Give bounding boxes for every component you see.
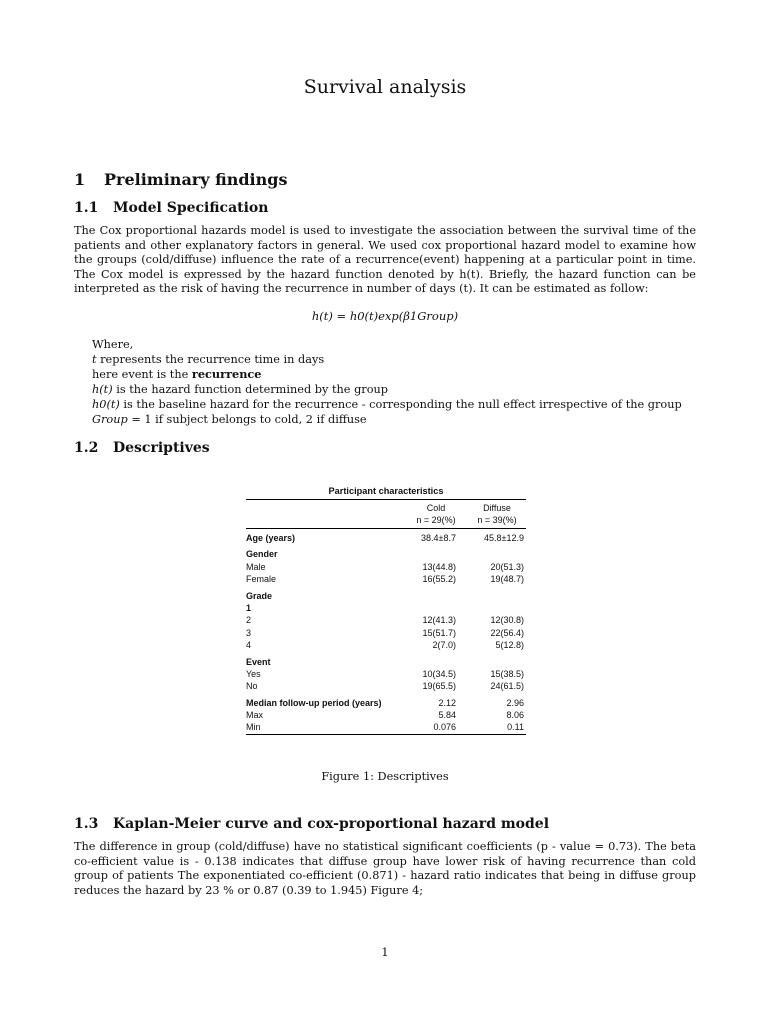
document-title: Survival analysis xyxy=(303,76,467,98)
table-row xyxy=(246,627,526,639)
where-line-h0t: h0(t) is the baseline hazard for the recurrence - corresponding the null effect irrespective of the group xyxy=(92,398,682,411)
column-header-diffuse: Diffuse n = 39(%) xyxy=(477,503,517,525)
table-cell-diffuse: 5(12.8) xyxy=(495,640,524,651)
table-header xyxy=(246,500,526,528)
where-line-group: Group = 1 if subject belongs to cold, 2 if diffuse xyxy=(92,413,367,426)
table-cell-cold: 5.84 xyxy=(438,710,456,721)
table-body xyxy=(246,529,526,734)
table-row xyxy=(246,668,526,680)
table-row xyxy=(246,548,526,560)
table-cell-diffuse: 0.11 xyxy=(507,722,524,733)
table-row xyxy=(246,573,526,585)
table-cell-cold: 15(51.7) xyxy=(422,627,456,638)
table-row xyxy=(246,709,526,721)
table-cell-diffuse: 24(61.5) xyxy=(490,681,524,692)
table-row xyxy=(246,656,526,668)
column-header-cold: Cold n = 29(%) xyxy=(416,503,456,525)
table-row-label: 3 xyxy=(246,627,252,638)
table-cell-cold: 19(65.5) xyxy=(422,681,456,692)
table-row-label: 2 xyxy=(246,615,252,626)
table-row-label: 1 xyxy=(246,602,252,613)
table-row-label: No xyxy=(246,681,258,692)
table-cell-cold: 2.12 xyxy=(438,697,456,708)
equation-text: h(t) = h0(t)exp(β1Group) xyxy=(311,309,459,323)
section-number: 1 xyxy=(74,170,86,189)
subsection-heading-model-spec xyxy=(74,200,268,216)
where-line-ht: h(t) is the hazard function determined by the group xyxy=(92,383,389,396)
cox-equation xyxy=(74,309,696,323)
table-row-label: Min xyxy=(246,722,261,733)
table-cell-diffuse: 19(48.7) xyxy=(490,574,524,585)
subsection-number: 1.2 xyxy=(74,440,99,456)
table-cell-diffuse: 45.8±12.9 xyxy=(484,533,524,543)
table-row-label: 4 xyxy=(246,640,252,651)
table-row-label: Gender xyxy=(246,549,278,560)
where-intro: Where, xyxy=(92,338,134,351)
table-row xyxy=(246,602,526,614)
subsection-heading-descriptives xyxy=(74,440,210,456)
table-row xyxy=(246,680,526,692)
table-cell-cold: 16(55.2) xyxy=(422,574,456,585)
table-row-label: Grade xyxy=(246,590,273,601)
table-cell-cold: 38.4±8.7 xyxy=(421,533,456,543)
model-spec-paragraph: The Cox proportional hazards model is used to investigate the association between the survival time of the patients and other explanatory factors in general. We used cox proportional hazard model to examine how the groups (cold/diffuse) influence the rate of a recurrence(event) happening at a particular point in time. The Cox model is expressed by the hazard function denoted by h(t). Briefly, the hazard function can be interpreted as the risk of having the recurrence in number of days (t). It can be estimated as follow: xyxy=(74,224,696,296)
subsection-title: Model Specification xyxy=(113,200,269,216)
table-cell-cold: 12(41.3) xyxy=(422,615,456,626)
table-cell-diffuse: 2.96 xyxy=(506,697,524,708)
table-cell-diffuse: 8.06 xyxy=(506,710,524,721)
table-row-label: Male xyxy=(246,561,266,572)
table-row-label: Yes xyxy=(246,668,261,679)
section-heading-preliminary xyxy=(74,170,287,189)
subsection-title: Kaplan-Meier curve and cox-proportional hazard model xyxy=(113,816,550,832)
where-list xyxy=(92,337,692,427)
where-line-t: t represents the recurrence time in days xyxy=(92,353,325,366)
table-row xyxy=(246,561,526,573)
table-bottom-rule xyxy=(246,734,526,735)
table-row xyxy=(246,721,526,733)
subsection-title: Descriptives xyxy=(113,440,210,456)
table-cell-diffuse: 20(51.3) xyxy=(490,561,524,572)
table-title: Participant characteristics xyxy=(328,486,444,496)
section-title: Preliminary findings xyxy=(104,170,288,189)
table-row xyxy=(246,614,526,626)
where-line-event: here event is the recurrence xyxy=(92,367,262,381)
table-row-label: Age (years) xyxy=(246,533,296,543)
figure-caption: Figure 1: Descriptives xyxy=(321,770,449,783)
table-row xyxy=(246,532,526,544)
table-cell-diffuse: 15(38.5) xyxy=(490,668,524,679)
table-row xyxy=(246,639,526,651)
table-row xyxy=(246,697,526,709)
table-row xyxy=(246,590,526,602)
table-row-label: Event xyxy=(246,656,271,667)
table-cell-cold: 13(44.8) xyxy=(422,561,456,572)
table-cell-cold: 2(7.0) xyxy=(432,640,456,651)
participant-characteristics-table xyxy=(246,486,526,735)
subsection-number: 1.3 xyxy=(74,816,99,832)
table-cell-cold: 0.076 xyxy=(433,722,456,733)
table-cell-diffuse: 22(56.4) xyxy=(490,627,524,638)
table-cell-cold: 10(34.5) xyxy=(422,668,456,679)
subsection-number: 1.1 xyxy=(74,200,99,216)
paper-page xyxy=(74,0,696,1024)
table-row-label: Female xyxy=(246,574,277,585)
kaplan-meier-paragraph: The difference in group (cold/diffuse) have no statistical significant coefficients (p - value = 0.73). The beta co-efficient value is - 0.138 indicates that diffuse group have lower risk of having recurrence than cold group of patients The exponentiated co-efficient (0.871) - hazard ratio indicates that being in diffuse group reduces the hazard by 23 % or 0.87 (0.39 to 1.945) Figure 4; xyxy=(74,840,696,897)
table-cell-diffuse: 12(30.8) xyxy=(490,615,524,626)
subsection-heading-kaplan-meier xyxy=(74,816,549,832)
page-number: 1 xyxy=(381,946,389,959)
table-row-label: Median follow-up period (years) xyxy=(246,697,382,708)
table-row-label: Max xyxy=(246,710,264,721)
